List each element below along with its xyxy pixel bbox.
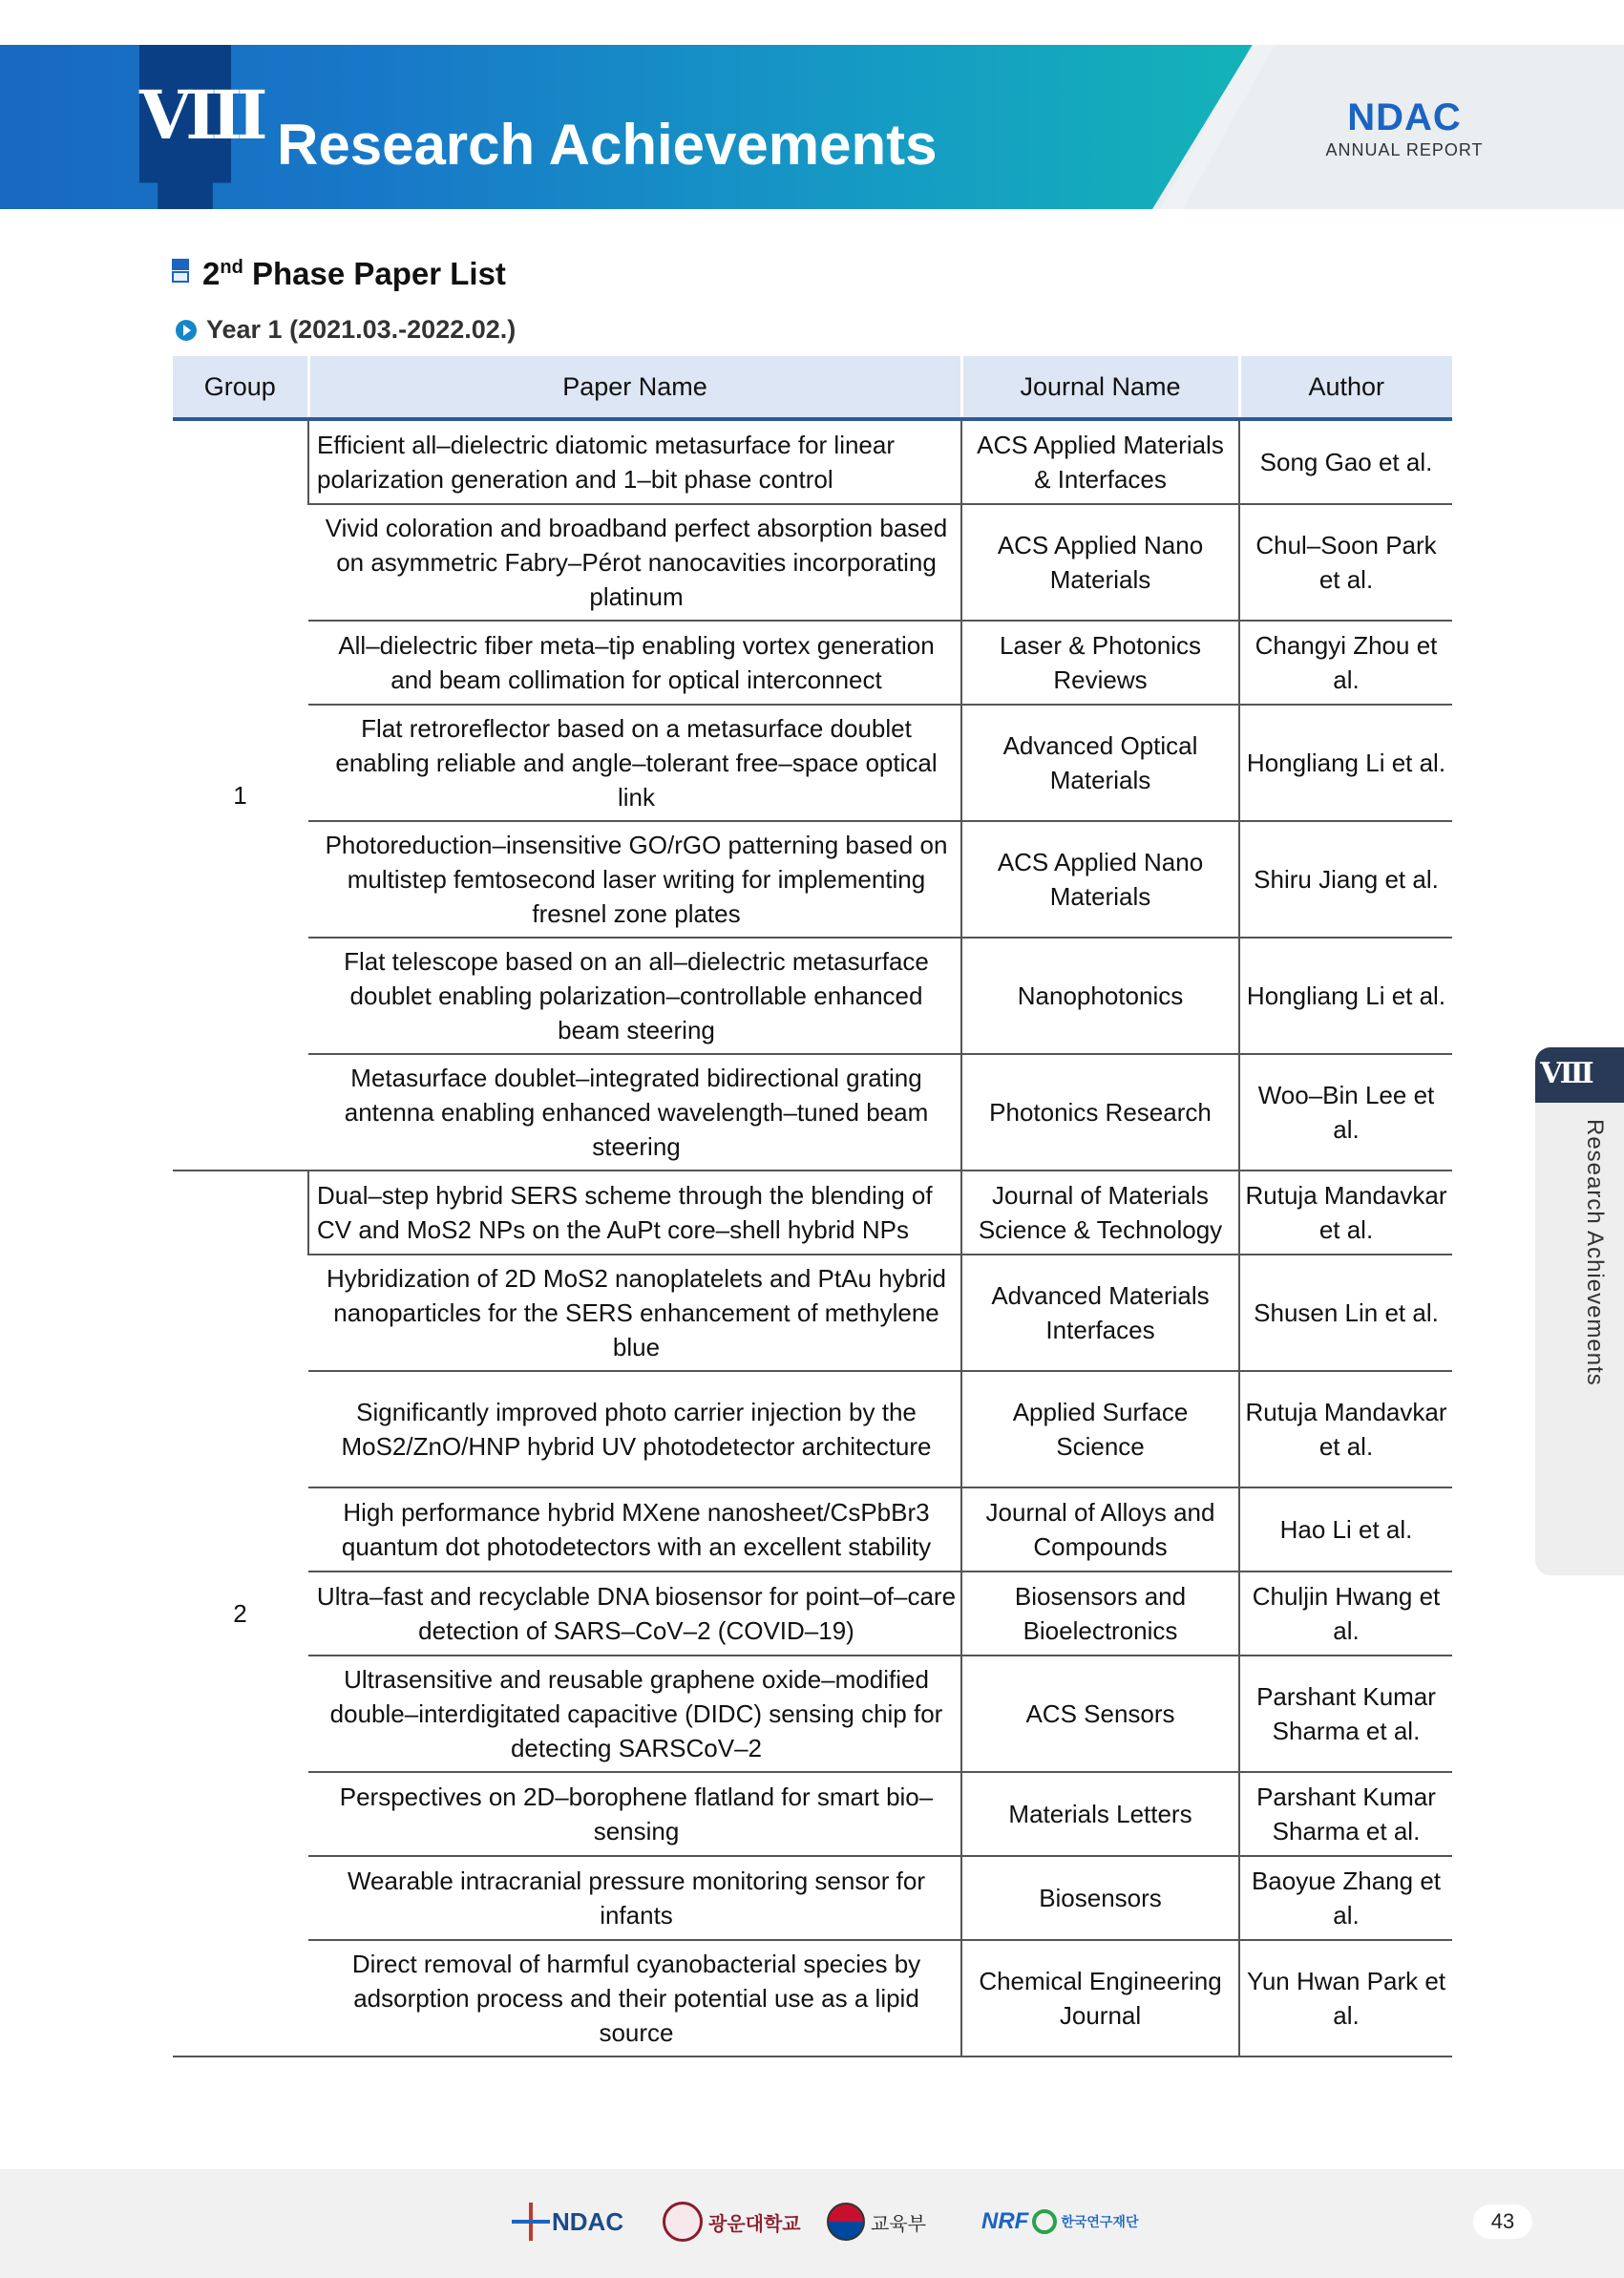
side-chapter-label: Research Achievements <box>1582 1119 1608 1386</box>
journal-name-cell: Advanced Optical Materials <box>961 705 1239 821</box>
section-bullet-icon <box>172 259 189 284</box>
university-seal-icon <box>663 2202 703 2242</box>
paper-name-cell: Efficient all–dielectric diatomic metasurface for linear polarization generation and 1–bit phase control <box>308 419 961 504</box>
chapter-numeral: VIII <box>139 75 263 155</box>
page-footer <box>0 2169 1624 2278</box>
page-title: Research Achievements <box>277 113 938 177</box>
paper-name-cell: Significantly improved photo carrier injection by the MoS2/ZnO/HNP hybrid UV photodetector architecture <box>308 1371 961 1487</box>
header-author: Author <box>1239 356 1452 419</box>
side-chapter-numeral: VIII <box>1540 1057 1592 1090</box>
journal-name-cell: Chemical Engineering Journal <box>961 1940 1239 2057</box>
header-group: Group <box>173 356 308 419</box>
table-header-row <box>173 356 1452 419</box>
kwangwoon-logo <box>663 2198 801 2246</box>
side-chapter-tab <box>1535 1047 1624 1575</box>
table-row <box>173 1255 1452 1371</box>
brand-logo <box>1325 98 1484 160</box>
journal-name-cell: Advanced Materials Interfaces <box>961 1255 1239 1371</box>
group-cell: 2 <box>173 1171 308 2057</box>
journal-name-cell: Applied Surface Science <box>961 1371 1239 1487</box>
year-label: Year 1 (2021.03.-2022.02.) <box>206 315 517 344</box>
ndac-star-icon <box>512 2203 550 2241</box>
table-row <box>173 1856 1452 1940</box>
author-cell: Shusen Lin et al. <box>1239 1255 1452 1371</box>
paper-name-cell: Dual–step hybrid SERS scheme through the blending of CV and MoS2 NPs on the AuPt core–shell hybrid NPs <box>308 1171 961 1255</box>
table-body <box>173 419 1452 2057</box>
ndac-logo-text: NDAC <box>552 2206 624 2236</box>
journal-name-cell: Laser & Photonics Reviews <box>961 621 1239 705</box>
paper-name-cell: Photoreduction–insensitive GO/rGO patterning based on multistep femtosecond laser writing for implementing fresnel zone plates <box>308 821 961 938</box>
journal-name-cell: Biosensors <box>961 1856 1239 1940</box>
paper-name-cell: Vivid coloration and broadband perfect absorption based on asymmetric Fabry–Pérot nanocavities incorporating platinum <box>308 504 961 621</box>
paper-name-cell: Direct removal of harmful cyanobacterial species by adsorption process and their potential use as a lipid source <box>308 1940 961 2057</box>
author-cell: Parshant Kumar Sharma et al. <box>1239 1656 1452 1772</box>
author-cell: Rutuja Mandavkar et al. <box>1239 1171 1452 1255</box>
author-cell: Hongliang Li et al. <box>1239 938 1452 1054</box>
table-row <box>173 504 1452 621</box>
journal-name-cell: ACS Sensors <box>961 1656 1239 1772</box>
nrf-logo <box>981 2198 1138 2246</box>
paper-table <box>173 356 1452 2057</box>
section-title: 2nd Phase Paper List <box>202 256 506 291</box>
author-cell: Hao Li et al. <box>1239 1487 1452 1571</box>
paper-name-cell: Wearable intracranial pressure monitoring sensor for infants <box>308 1856 961 1940</box>
author-cell: Changyi Zhou et al. <box>1239 621 1452 705</box>
paper-name-cell: Flat telescope based on an all–dielectric metasurface doublet enabling polarization–controllable enhanced beam steering <box>308 938 961 1054</box>
table-row <box>173 1171 1452 1255</box>
brand-name: NDAC <box>1347 96 1462 138</box>
paper-name-cell: Flat retroreflector based on a metasurface doublet enabling reliable and angle–tolerant free–space optical link <box>308 705 961 821</box>
nrf-logo-subtext: 한국연구재단 <box>1061 2214 1139 2229</box>
author-cell: Rutuja Mandavkar et al. <box>1239 1371 1452 1487</box>
author-cell: Chuljin Hwang et al. <box>1239 1571 1452 1656</box>
brand-subtitle: ANNUAL REPORT <box>1325 140 1484 159</box>
ministry-logo <box>827 2198 926 2246</box>
nrf-ring-icon <box>1032 2209 1057 2234</box>
table-row <box>173 1940 1452 2057</box>
table-row <box>173 419 1452 504</box>
journal-name-cell: Photonics Research <box>961 1054 1239 1171</box>
paper-name-cell: Ultrasensitive and reusable graphene oxide–modified double–interdigitated capacitive (DIDC) sensing chip for detecting SARSCoV–2 <box>308 1656 961 1772</box>
ministry-logo-text: 교육부 <box>871 2213 926 2235</box>
table-row <box>173 938 1452 1054</box>
nrf-logo-text: NRF <box>981 2208 1029 2234</box>
table-row <box>173 821 1452 938</box>
page-header <box>0 45 1624 209</box>
table-row <box>173 1656 1452 1772</box>
paper-name-cell: Hybridization of 2D MoS2 nanoplatelets and PtAu hybrid nanoparticles for the SERS enhancement of methylene blue <box>308 1255 961 1371</box>
author-cell: Hongliang Li et al. <box>1239 705 1452 821</box>
header-paper-name: Paper Name <box>308 356 961 419</box>
journal-name-cell: Journal of Materials Science & Technology <box>961 1171 1239 1255</box>
table-row <box>173 621 1452 705</box>
journal-name-cell: ACS Applied Nano Materials <box>961 504 1239 621</box>
play-circle-icon <box>176 320 197 341</box>
author-cell: Woo–Bin Lee et al. <box>1239 1054 1452 1171</box>
journal-name-cell: ACS Applied Nano Materials <box>961 821 1239 938</box>
author-cell: Yun Hwan Park et al. <box>1239 1940 1452 2057</box>
header-journal-name: Journal Name <box>961 356 1239 419</box>
journal-name-cell: Materials Letters <box>961 1772 1239 1856</box>
author-cell: Chul–Soon Park et al. <box>1239 504 1452 621</box>
page-number: 43 <box>1473 2204 1532 2239</box>
paper-name-cell: Ultra–fast and recyclable DNA biosensor for point–of–care detection of SARS–CoV–2 (COVID–19) <box>308 1571 961 1656</box>
author-cell: Song Gao et al. <box>1239 419 1452 504</box>
journal-name-cell: Biosensors and Bioelectronics <box>961 1571 1239 1656</box>
journal-name-cell: ACS Applied Materials & Interfaces <box>961 419 1239 504</box>
table-row <box>173 1487 1452 1571</box>
paper-name-cell: All–dielectric fiber meta–tip enabling vortex generation and beam collimation for optical interconnect <box>308 621 961 705</box>
paper-name-cell: Metasurface doublet–integrated bidirectional grating antenna enabling enhanced wavelength–tuned beam steering <box>308 1054 961 1171</box>
taegeuk-emblem-icon <box>827 2203 865 2241</box>
ndac-logo <box>512 2198 623 2246</box>
journal-name-cell: Journal of Alloys and Compounds <box>961 1487 1239 1571</box>
journal-name-cell: Nanophotonics <box>961 938 1239 1054</box>
author-cell: Baoyue Zhang et al. <box>1239 1856 1452 1940</box>
paper-name-cell: High performance hybrid MXene nanosheet/CsPbBr3 quantum dot photodetectors with an excellent stability <box>308 1487 961 1571</box>
table-row <box>173 1371 1452 1487</box>
table-row <box>173 1571 1452 1656</box>
group-cell: 1 <box>173 419 308 1171</box>
author-cell: Parshant Kumar Sharma et al. <box>1239 1772 1452 1856</box>
paper-name-cell: Perspectives on 2D–borophene flatland for smart bio–sensing <box>308 1772 961 1856</box>
table-row <box>173 1772 1452 1856</box>
table-row <box>173 1054 1452 1171</box>
author-cell: Shiru Jiang et al. <box>1239 821 1452 938</box>
table-row <box>173 705 1452 821</box>
kwangwoon-logo-text: 광운대학교 <box>708 2213 801 2235</box>
